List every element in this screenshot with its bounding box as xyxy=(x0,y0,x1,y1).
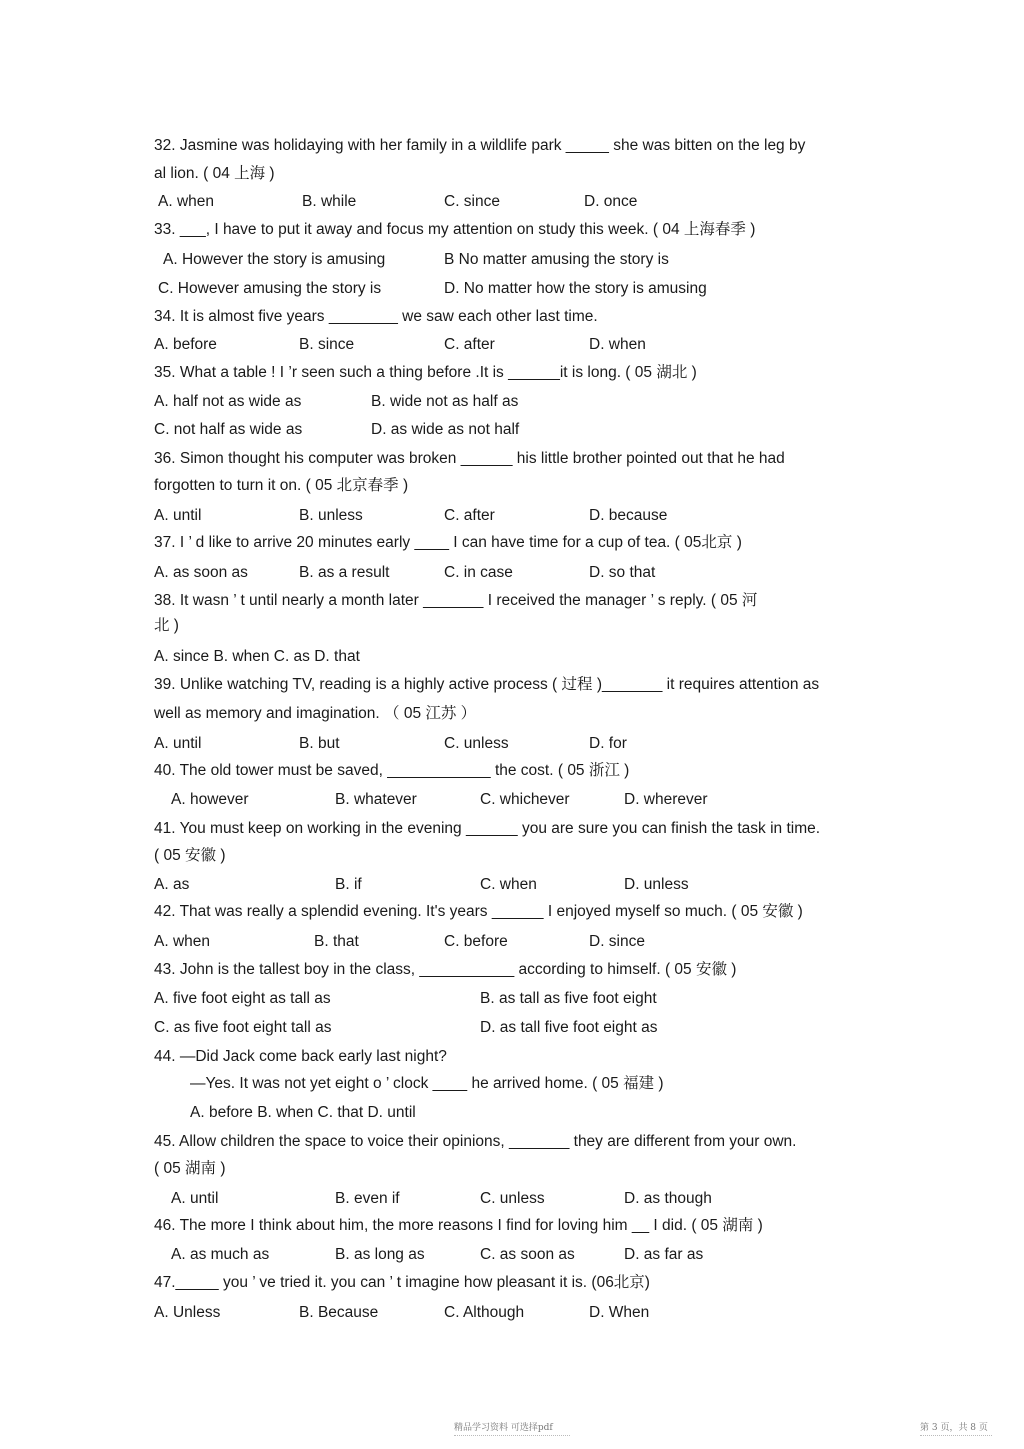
option-c: C. in case xyxy=(444,564,513,581)
option-b: B. but xyxy=(299,735,340,752)
option-c: C. unless xyxy=(480,1190,545,1207)
option-c: C. since xyxy=(444,193,500,210)
option-c: C. when xyxy=(480,876,537,893)
option-a: A. until xyxy=(154,507,202,524)
question-37-text: 37. I ’ d like to arrive 20 minutes early ____ I can have time for a cup of tea. ( 05北京 ) xyxy=(154,534,742,551)
footer-divider xyxy=(454,1435,570,1436)
option-d: D. since xyxy=(589,933,645,950)
option-b: B. unless xyxy=(299,507,363,524)
option-b: B. Because xyxy=(299,1304,379,1321)
question-32-text-cont: al lion. ( 04 上海 ) xyxy=(154,165,275,182)
question-33-text: 33. ___, I have to put it away and focus my attention on study this week. ( 04 上海春季 ) xyxy=(154,221,756,238)
question-47-text: 47._____ you ’ ve tried it. you can ’ t imagine how pleasant it is. (06北京) xyxy=(154,1274,650,1291)
footer-note: 精品学习资料 可选择pdf xyxy=(454,1423,553,1433)
option-a: A. However the story is amusing xyxy=(163,251,386,268)
option-d: D. as tall five foot eight as xyxy=(480,1019,658,1036)
question-38-text: 38. It wasn ’ t until nearly a month later _______ I received the manager ’ s reply. ( 05 河 xyxy=(154,592,758,609)
option-c: C. Although xyxy=(444,1304,525,1321)
question-45-text-cont: ( 05 湖南 ) xyxy=(154,1160,226,1177)
option-b: B. even if xyxy=(335,1190,400,1207)
option-a: A. however xyxy=(171,791,249,808)
option-b: B. as tall as five foot eight xyxy=(480,990,657,1007)
question-39-text-cont: well as memory and imagination. （ 05 江苏 ） xyxy=(154,705,477,722)
question-46-text: 46. The more I think about him, the more reasons I find for loving him __ I did. ( 05 湖南 ) xyxy=(154,1217,763,1234)
option-c: C. not half as wide as xyxy=(154,421,303,438)
option-a: A. before xyxy=(154,336,217,353)
option-c: C. before xyxy=(444,933,508,950)
option-b: B. while xyxy=(302,193,357,210)
option-d: D. No matter how the story is amusing xyxy=(444,280,707,297)
option-d: D. wherever xyxy=(624,791,708,808)
option-row: A. before B. when C. that D. until xyxy=(190,1104,416,1121)
option-c: C. unless xyxy=(444,735,509,752)
question-40-text: 40. The old tower must be saved, ____________ the cost. ( 05 浙江 ) xyxy=(154,762,630,779)
option-a: A. Unless xyxy=(154,1304,221,1321)
question-36-text-cont: forgotten to turn it on. ( 05 北京春季 ) xyxy=(154,477,409,494)
option-d: D. because xyxy=(589,507,668,524)
option-a: A. until xyxy=(154,735,202,752)
option-b: B. whatever xyxy=(335,791,417,808)
option-d: D. when xyxy=(589,336,646,353)
page-number: 第 3 页，共 8 页 xyxy=(920,1423,988,1433)
option-a: A. as soon as xyxy=(154,564,248,581)
option-b: B. as a result xyxy=(299,564,390,581)
option-a: A. five foot eight as tall as xyxy=(154,990,331,1007)
option-d: D. When xyxy=(589,1304,650,1321)
footer-divider xyxy=(920,1435,992,1436)
question-36-text: 36. Simon thought his computer was broken ______ his little brother pointed out that he had xyxy=(154,450,785,467)
option-b: B. as long as xyxy=(335,1246,425,1263)
option-d: D. so that xyxy=(589,564,656,581)
option-b: B. wide not as half as xyxy=(371,393,519,410)
option-a: A. when xyxy=(154,933,211,950)
option-b: B. since xyxy=(299,336,355,353)
option-d: D. unless xyxy=(624,876,689,893)
option-c: C. after xyxy=(444,336,495,353)
question-39-text: 39. Unlike watching TV, reading is a highly active process ( 过程 )_______ it requires attention as xyxy=(154,676,820,693)
option-c: C. as soon as xyxy=(480,1246,575,1263)
option-b: B. that xyxy=(314,933,359,950)
question-41-text-cont: ( 05 安徽 ) xyxy=(154,847,226,864)
option-d: D. for xyxy=(589,735,627,752)
option-c: C. However amusing the story is xyxy=(158,280,382,297)
option-a: A. as much as xyxy=(171,1246,270,1263)
option-a: A. when xyxy=(158,193,215,210)
question-44-text-cont: —Yes. It was not yet eight o ’ clock ____ he arrived home. ( 05 福建 ) xyxy=(190,1075,664,1092)
option-d: D. once xyxy=(584,193,638,210)
option-c: C. as five foot eight tall as xyxy=(154,1019,332,1036)
question-34-text: 34. It is almost five years ________ we saw each other last time. xyxy=(154,308,598,325)
question-44-text: 44. —Did Jack come back early last night? xyxy=(154,1048,447,1065)
question-38-text-cont: 北 ) xyxy=(154,617,179,634)
option-c: C. after xyxy=(444,507,495,524)
option-d: D. as far as xyxy=(624,1246,704,1263)
question-35-text: 35. What a table ! I ’r seen such a thing before .It is ______it is long. ( 05 湖北 ) xyxy=(154,364,697,381)
option-a: A. as xyxy=(154,876,190,893)
option-d: D. as wide as not half xyxy=(371,421,520,438)
question-32-text: 32. Jasmine was holidaying with her family in a wildlife park _____ she was bitten on the leg by xyxy=(154,137,806,154)
question-41-text: 41. You must keep on working in the evening ______ you are sure you can finish the task in time. xyxy=(154,820,821,837)
option-b: B. if xyxy=(335,876,362,893)
option-b: B No matter amusing the story is xyxy=(444,251,669,268)
option-c: C. whichever xyxy=(480,791,570,808)
option-row: A. since B. when C. as D. that xyxy=(154,648,360,665)
option-d: D. as though xyxy=(624,1190,712,1207)
option-a: A. half not as wide as xyxy=(154,393,302,410)
option-a: A. until xyxy=(171,1190,219,1207)
question-45-text: 45. Allow children the space to voice their opinions, _______ they are different from your own. xyxy=(154,1133,797,1150)
question-42-text: 42. That was really a splendid evening. It's years ______ I enjoyed myself so much. ( 05 安徽 ) xyxy=(154,903,803,920)
question-43-text: 43. John is the tallest boy in the class, ___________ according to himself. ( 05 安徽 ) xyxy=(154,961,737,978)
